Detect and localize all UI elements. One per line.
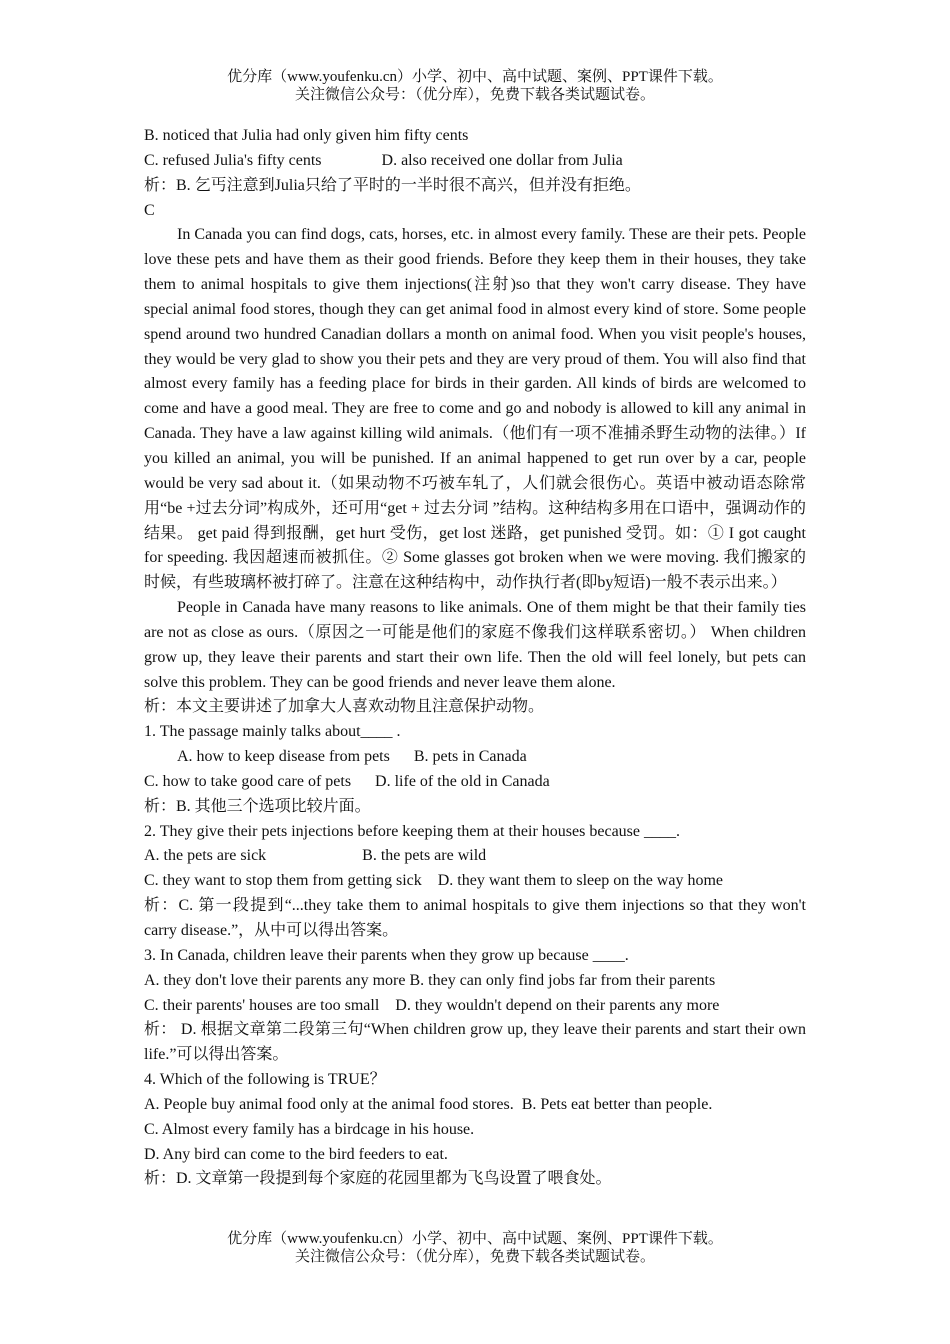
prev-options-cd: C. refused Julia's fifty cents D. also received one dollar from Julia (144, 151, 623, 169)
question-4-option-c: C. Almost every family has a birdcage in his house. (144, 1120, 475, 1138)
question-4-option-d: D. Any bird can come to the bird feeders to eat. (144, 1145, 448, 1163)
footer-line-1: 优分库（www.youfenku.cn）小学、初中、高中试题、案例、PPT课件下载。 (227, 1231, 723, 1247)
header-line-1: 优分库（www.youfenku.cn）小学、初中、高中试题、案例、PPT课件下载。 (227, 69, 723, 85)
question-3-stem: 3. In Canada, children leave their parents when they grow up because ____. (144, 946, 629, 964)
header-line-2: 关注微信公众号：（优分库），免费下载各类试题试卷。 (294, 87, 655, 103)
question-1-options-cd: C. how to take good care of pets D. life of the old in Canada (144, 772, 550, 790)
question-4-analysis: 析：D. 文章第一段提到每个家庭的花园里都为飞鸟设置了喂食处。 (144, 1170, 612, 1188)
prev-option-b: B. noticed that Julia had only given him fifty cents (144, 127, 469, 144)
question-2-analysis: 析：C. 第一段提到“...they take them to animal hospitals to give them injections so that they won't carry disease.”，从中可以得出答案。 (144, 897, 806, 939)
question-3-options-cd: C. their parents' houses are too small D. they wouldn't depend on their parents any more (144, 996, 720, 1014)
question-1-stem: 1. The passage mainly talks about____ . (144, 723, 401, 741)
question-1-analysis: 析：B. 其他三个选项比较片面。 (144, 797, 371, 815)
question-4-options-ab: A. People buy animal food only at the animal food stores. B. Pets eat better than people. (144, 1095, 713, 1113)
question-2-options-cd: C. they want to stop them from getting sick D. they want them to sleep on the way home (144, 872, 724, 890)
document-body (144, 124, 806, 1192)
prev-analysis: 析：B. 乞丐注意到Julia只给了平时的一半时很不高兴，但并没有拒绝。 (144, 176, 641, 194)
passage-paragraph-2: People in Canada have many reasons to like animals. One of them might be that their family ties are not as close as ours.（原因之一可能是他们的家庭不像我们这样联系密切。） When children grow up, they leave their parents and start their own life. Then the old will feel lonely, but pets can solve this problem. They can be good friends and never leave them alone. (144, 599, 806, 691)
question-1-options-ab: A. how to keep disease from pets B. pets in Canada (177, 748, 527, 766)
section-label: C (144, 201, 155, 219)
passage-summary: 析：本文主要讲述了加拿大人喜欢动物且注意保护动物。 (144, 698, 545, 716)
question-2-options-ab: A. the pets are sick B. the pets are wild (144, 847, 487, 865)
question-3-options-ab: A. they don't love their parents any more B. they can only find jobs far from their parents (144, 971, 716, 989)
passage-paragraph-1: In Canada you can find dogs, cats, horses, etc. in almost every family. These are their pets. People love these pets and have them as their good friends. Before they keep them in their houses, they take them to animal hospitals to give them injections(注射)so that they won't carry disease. They have special animal food stores, though they can get animal food in almost every kind of store. Some people spend around two hundred Canadian dollars a month on animal food. When you visit people's houses, they would be very glad to show you their pets and they are very proud of them. You will also find that almost every family has a feeding place for birds in their garden. All kinds of birds are welcomed to come and have a good meal. They are free to come and go and nobody is allowed to kill any animal in Canada. They have a law against killing wild animals.（他们有一项不准捕杀野生动物的法律。）If you killed an animal, you will be punished. If an animal happened to get run over by a car, people would be very sad about it.（如果动物不巧被车轧了，人们就会很伤心。英语中被动语态除常用“be +过去分词”构成外，还可用“get + 过去分词 ”结构。这种结构多用在口语中，强调动作的结果。 get paid 得到报酬，get hurt 受伤，get lost 迷路，get punished 受罚。如：① I got caught for speeding. 我因超速而被抓住。② Some glasses got broken when we were moving. 我们搬家的时候，有些玻璃杯被打碎了。注意在这种结构中，动作执行者(即by短语)一般不表示出来。） (144, 226, 806, 592)
question-3-analysis: 析： D. 根据文章第二段第三句“When children grow up, they leave their parents and start their own life.”可以得出答案。 (144, 1021, 806, 1064)
question-4-stem: 4. Which of the following is TRUE？ (144, 1071, 386, 1089)
question-2-stem: 2. They give their pets injections before keeping them at their houses because ____. (144, 822, 680, 840)
footer-line-2: 关注微信公众号：（优分库），免费下载各类试题试卷。 (294, 1249, 655, 1265)
page-footer (0, 1230, 950, 1266)
page-header (0, 68, 950, 104)
